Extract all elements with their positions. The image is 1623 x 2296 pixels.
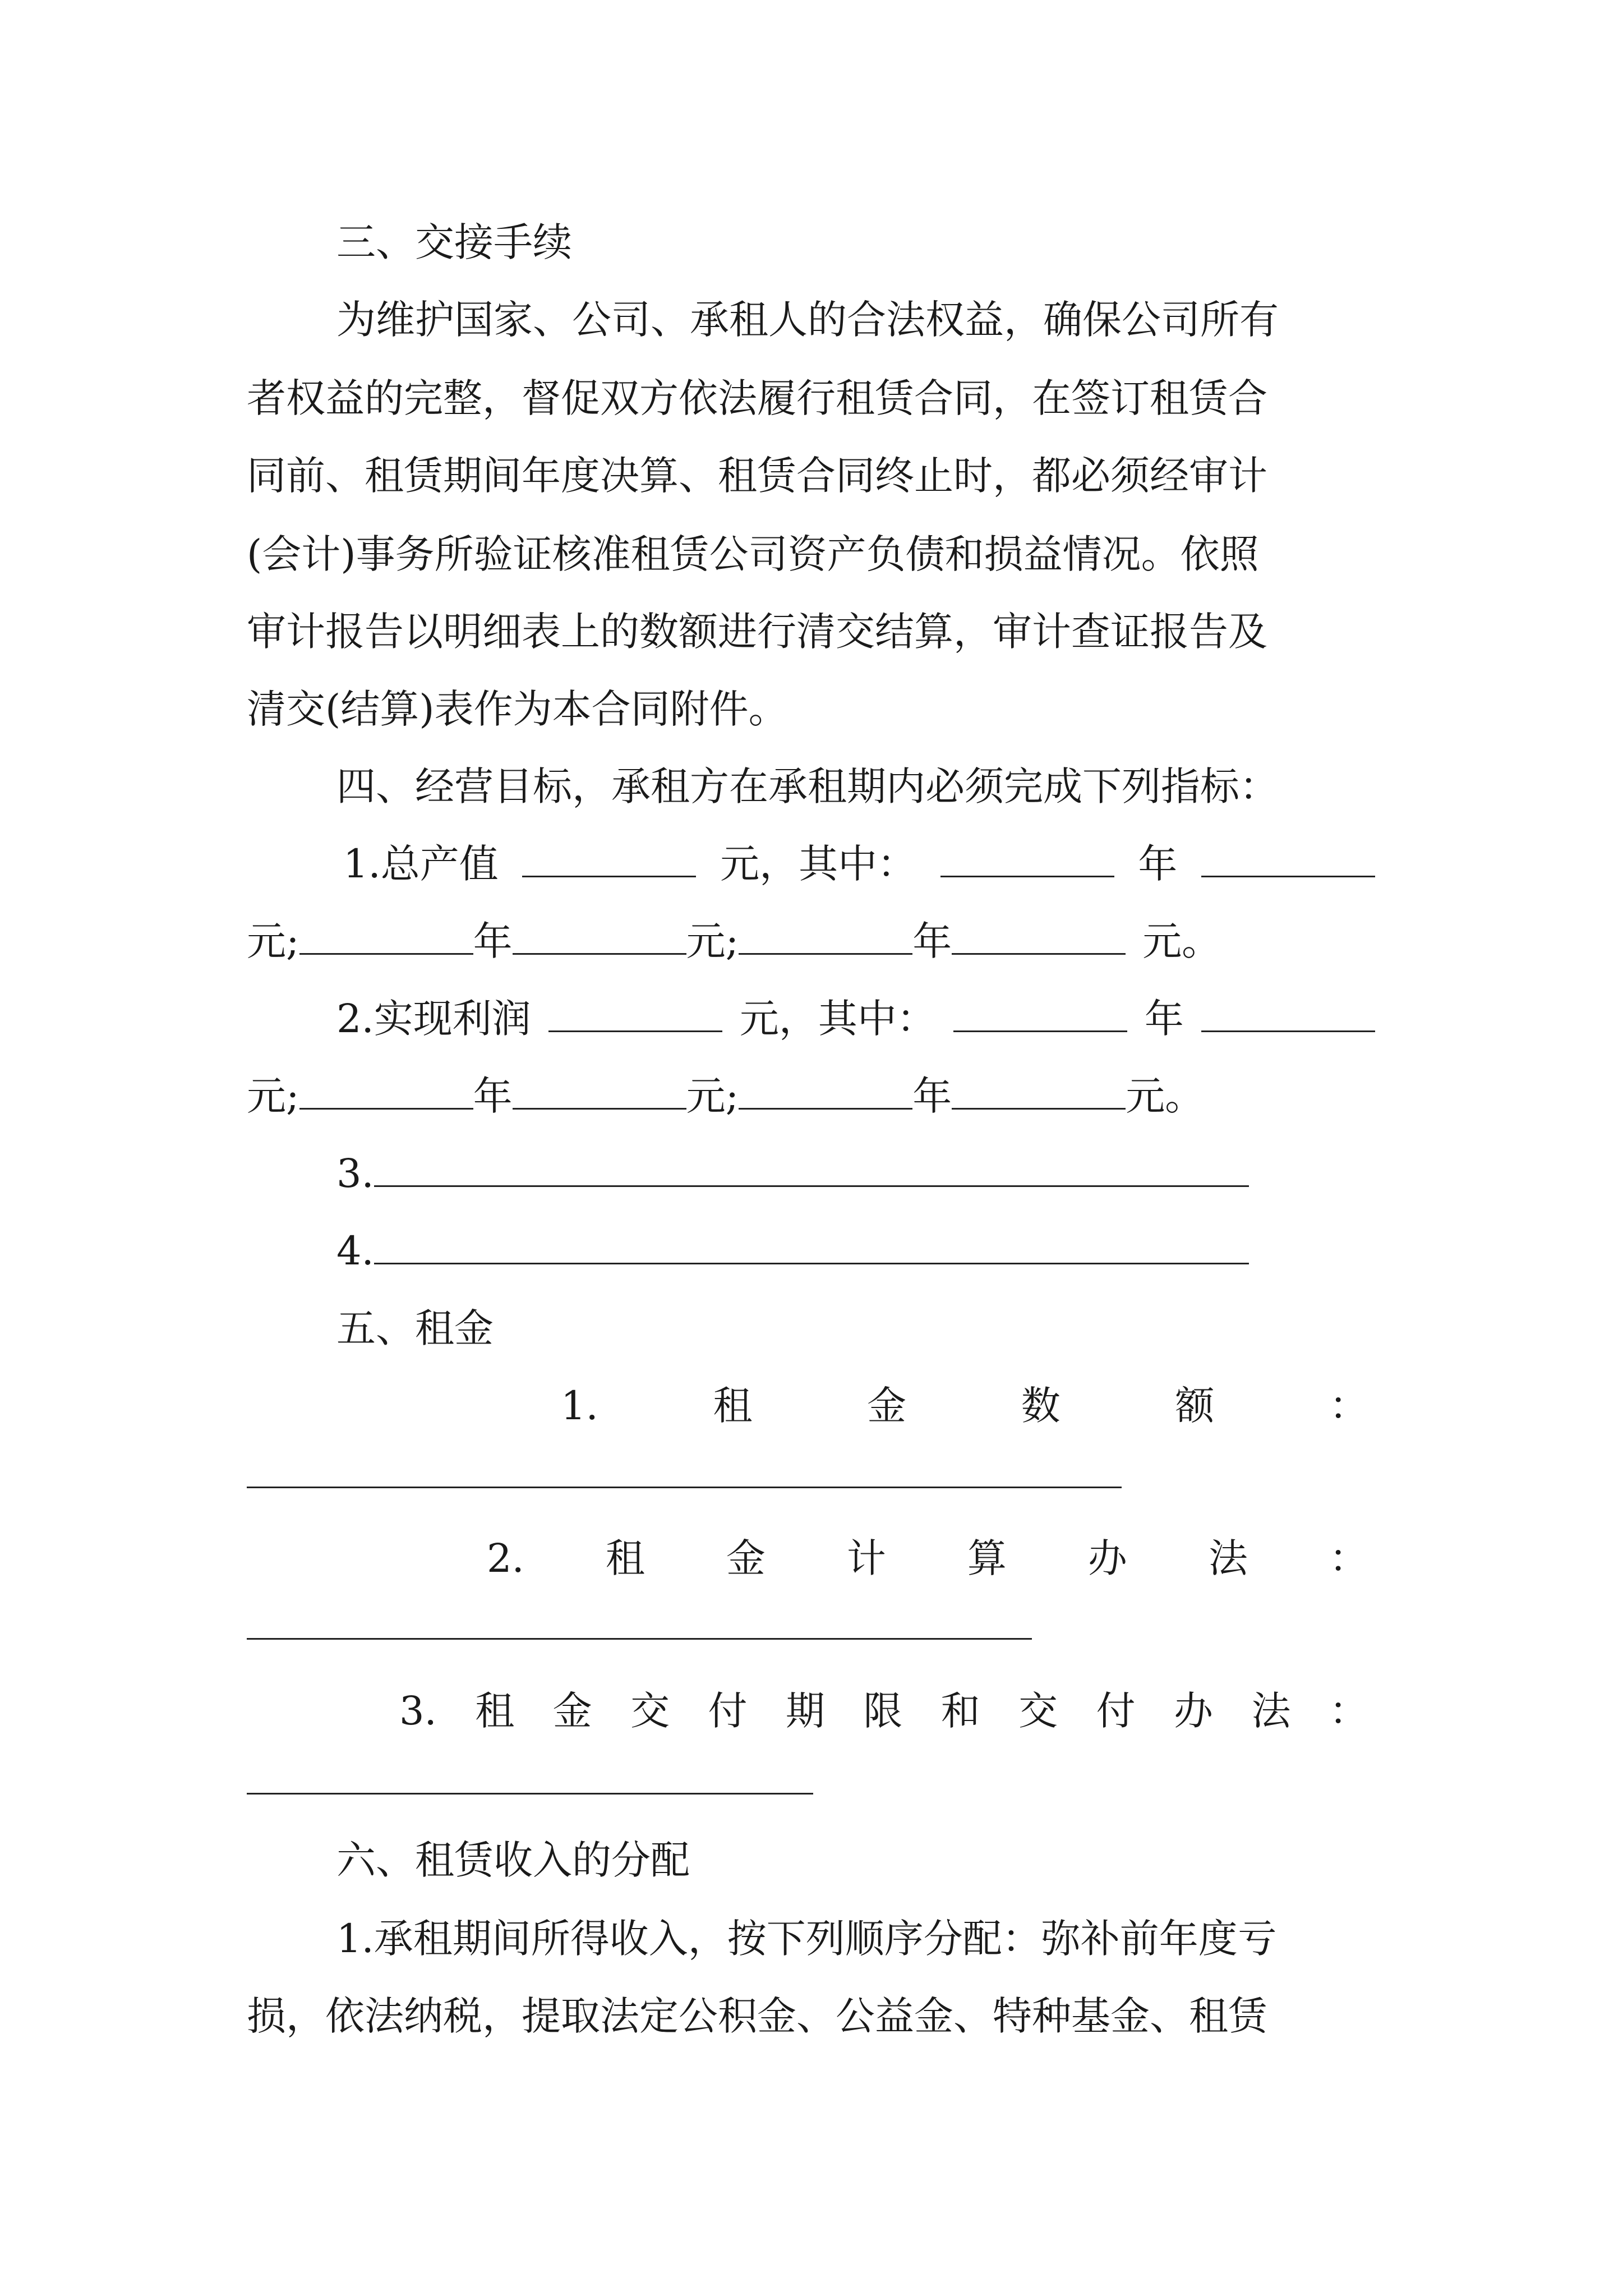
target-output-value-line-cont	[247, 913, 1221, 969]
section-4-heading: 四、经营目标，承租方在承租期内必须完成下列指标：	[336, 763, 1279, 809]
blank-field[interactable]	[739, 914, 912, 955]
label-char: ：	[1329, 1688, 1368, 1734]
label-char: 租	[475, 1688, 515, 1734]
label-char: 金	[726, 1535, 766, 1581]
unit-text: 元;	[247, 1073, 299, 1119]
section-6-paragraph-line: 损，依法纳税，提取法定公积金、公益金、特种基金、租赁	[247, 1993, 1267, 2039]
label-char: 金	[867, 1383, 907, 1429]
section-3-paragraph-line: 者权益的完整，督促双方依法履行租赁合同，在签订租赁合	[247, 375, 1267, 421]
unit-text: 元，其中：	[739, 996, 936, 1042]
label-char: 付	[1096, 1688, 1136, 1734]
blank-field[interactable]	[739, 1069, 912, 1110]
blank-field[interactable]	[952, 914, 1126, 955]
label-char: 和	[940, 1688, 980, 1734]
target-item-4-line	[336, 1223, 1249, 1279]
rent-calculation-blank[interactable]	[247, 1638, 1032, 1640]
blank-field[interactable]	[952, 1069, 1126, 1110]
label-char: ：	[1329, 1535, 1368, 1581]
blank-field[interactable]	[1201, 991, 1375, 1032]
label-char: 算	[967, 1535, 1007, 1581]
section-3-paragraph-line: 同前、租赁期间年度决算、租赁合同终止时，都必须经审计	[247, 453, 1267, 499]
rent-amount-line	[561, 1378, 1368, 1434]
blank-field[interactable]	[374, 1146, 1249, 1187]
label-char: ：	[1329, 1383, 1368, 1429]
blank-field[interactable]	[513, 1069, 686, 1110]
label-char: 租	[713, 1383, 753, 1429]
label-char: 法	[1251, 1688, 1291, 1734]
rent-payment-blank[interactable]	[247, 1793, 813, 1795]
blank-field[interactable]	[548, 991, 722, 1032]
blank-field[interactable]	[513, 914, 686, 955]
section-3-paragraph-line: 清交(结算)表作为本合同附件。	[247, 686, 788, 732]
unit-text: 年	[1144, 996, 1184, 1042]
label-char: 计	[846, 1535, 886, 1581]
item-number: 2.	[487, 1535, 524, 1581]
item-number: 4.	[336, 1228, 374, 1274]
unit-text: 元;	[686, 918, 739, 964]
unit-text: 年	[473, 918, 513, 964]
unit-text: 元;	[247, 918, 299, 964]
label-char: 办	[1087, 1535, 1127, 1581]
section-6-paragraph-line: 1.承租期间所得收入，按下列顺序分配：弥补前年度亏	[336, 1916, 1277, 1962]
rent-amount-blank[interactable]	[247, 1487, 1122, 1488]
label-char: 办	[1174, 1688, 1214, 1734]
rent-calculation-line	[487, 1530, 1368, 1586]
section-3-paragraph-line: 为维护国家、公司、承租人的合法权益，确保公司所有	[336, 297, 1279, 343]
label-char: 期	[785, 1688, 825, 1734]
label-char: 付	[708, 1688, 748, 1734]
unit-text: 元;	[686, 1073, 739, 1119]
blank-field[interactable]	[374, 1223, 1249, 1264]
section-3-heading: 三、交接手续	[336, 219, 572, 265]
label-char: 限	[863, 1688, 903, 1734]
section-5-heading: 五、租金	[336, 1305, 494, 1351]
rent-payment-line	[399, 1683, 1368, 1739]
item-number: 1.	[561, 1383, 598, 1429]
blank-field[interactable]	[953, 991, 1127, 1032]
section-6-heading: 六、租赁收入的分配	[336, 1837, 690, 1883]
label-char: 数	[1021, 1383, 1061, 1429]
blank-field[interactable]	[522, 836, 696, 877]
label-char: 交	[630, 1688, 670, 1734]
blank-field[interactable]	[1201, 836, 1375, 877]
target-output-value-line	[343, 836, 1375, 892]
output-value-label: 1.总产值	[343, 841, 499, 887]
label-char: 额	[1175, 1383, 1215, 1429]
blank-field[interactable]	[940, 836, 1114, 877]
item-number: 3.	[399, 1688, 437, 1734]
label-char: 租	[605, 1535, 645, 1581]
blank-field[interactable]	[299, 1069, 473, 1110]
unit-text: 年	[473, 1073, 513, 1119]
target-profit-line-cont	[247, 1068, 1204, 1124]
target-profit-line	[336, 991, 1375, 1047]
blank-field[interactable]	[299, 914, 473, 955]
unit-text: 元。	[1142, 918, 1221, 964]
item-number: 3.	[336, 1151, 374, 1197]
label-char: 法	[1208, 1535, 1248, 1581]
unit-text: 元，其中：	[720, 841, 917, 887]
label-char: 交	[1018, 1688, 1058, 1734]
unit-text: 年	[912, 918, 952, 964]
section-3-paragraph-line: 审计报告以明细表上的数额进行清交结算，审计查证报告及	[247, 609, 1267, 655]
target-item-3-line	[336, 1145, 1249, 1202]
label-char: 金	[552, 1688, 592, 1734]
unit-text: 元。	[1126, 1073, 1205, 1119]
unit-text: 年	[912, 1073, 952, 1119]
profit-label: 2.实现利润	[336, 996, 531, 1042]
section-3-paragraph-line: (会计)事务所验证核准租赁公司资产负债和损益情况。依照	[247, 531, 1259, 577]
unit-text: 年	[1138, 841, 1178, 887]
